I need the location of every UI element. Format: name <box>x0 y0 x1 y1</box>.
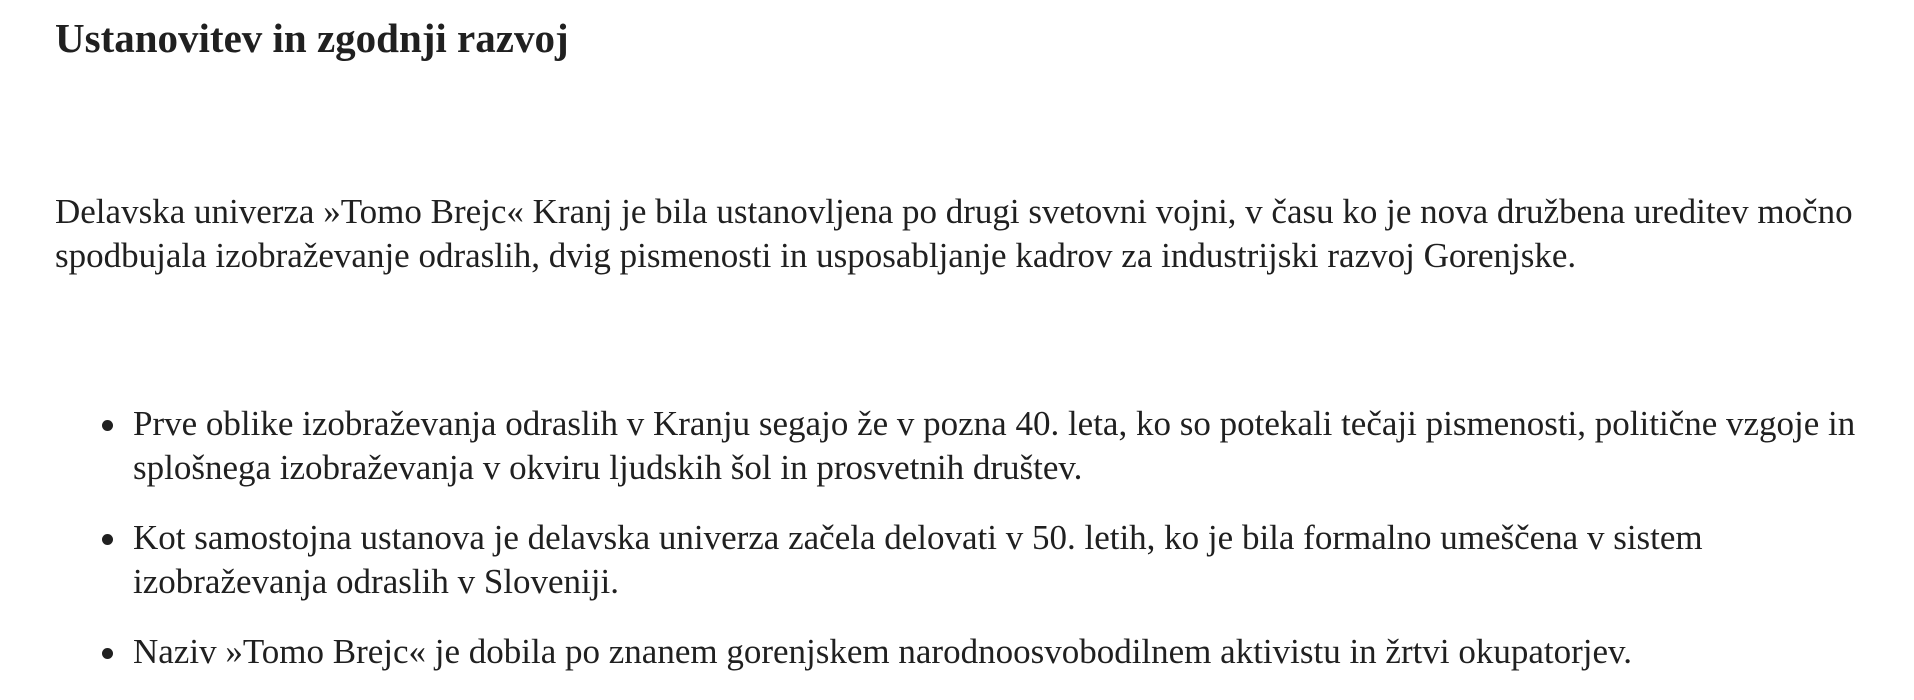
bullet-icon <box>102 648 113 659</box>
intro-paragraph: Delavska univerza »Tomo Brejc« Kranj je bila ustanovljena po drugi svetovni vojni, v času ko je nova družbena ureditev močno spodbujala izobraževanje odraslih, dvig pismenosti in usposabljanje kadrov za industrijski razvoj Gorenjske. <box>55 192 1853 275</box>
list-item-text: Kot samostojna ustanova je delavska univerza začela delovati v 50. letih, ko je bila formalno umeščena v sistem izobraževanja odraslih v Sloveniji. <box>133 518 1703 601</box>
bullet-list <box>55 402 1905 700</box>
list-item-text: Naziv »Tomo Brejc« je dobila po znanem gorenjskem narodnoosvobodilnem aktivistu in žrtvi okupatorjev. <box>133 632 1632 671</box>
list-item <box>55 516 1905 604</box>
bullet-icon <box>102 420 113 431</box>
list-item <box>55 630 1905 674</box>
list-item <box>55 402 1905 490</box>
bullet-icon <box>102 534 113 545</box>
section-heading: Ustanovitev in zgodnji razvoj <box>55 15 569 61</box>
list-item-text: Prve oblike izobraževanja odraslih v Kranju segajo že v pozna 40. leta, ko so potekali tečaji pismenosti, politične vzgoje in splošnega izobraževanja v okviru ljudskih šol in prosvetnih društev. <box>133 404 1856 487</box>
